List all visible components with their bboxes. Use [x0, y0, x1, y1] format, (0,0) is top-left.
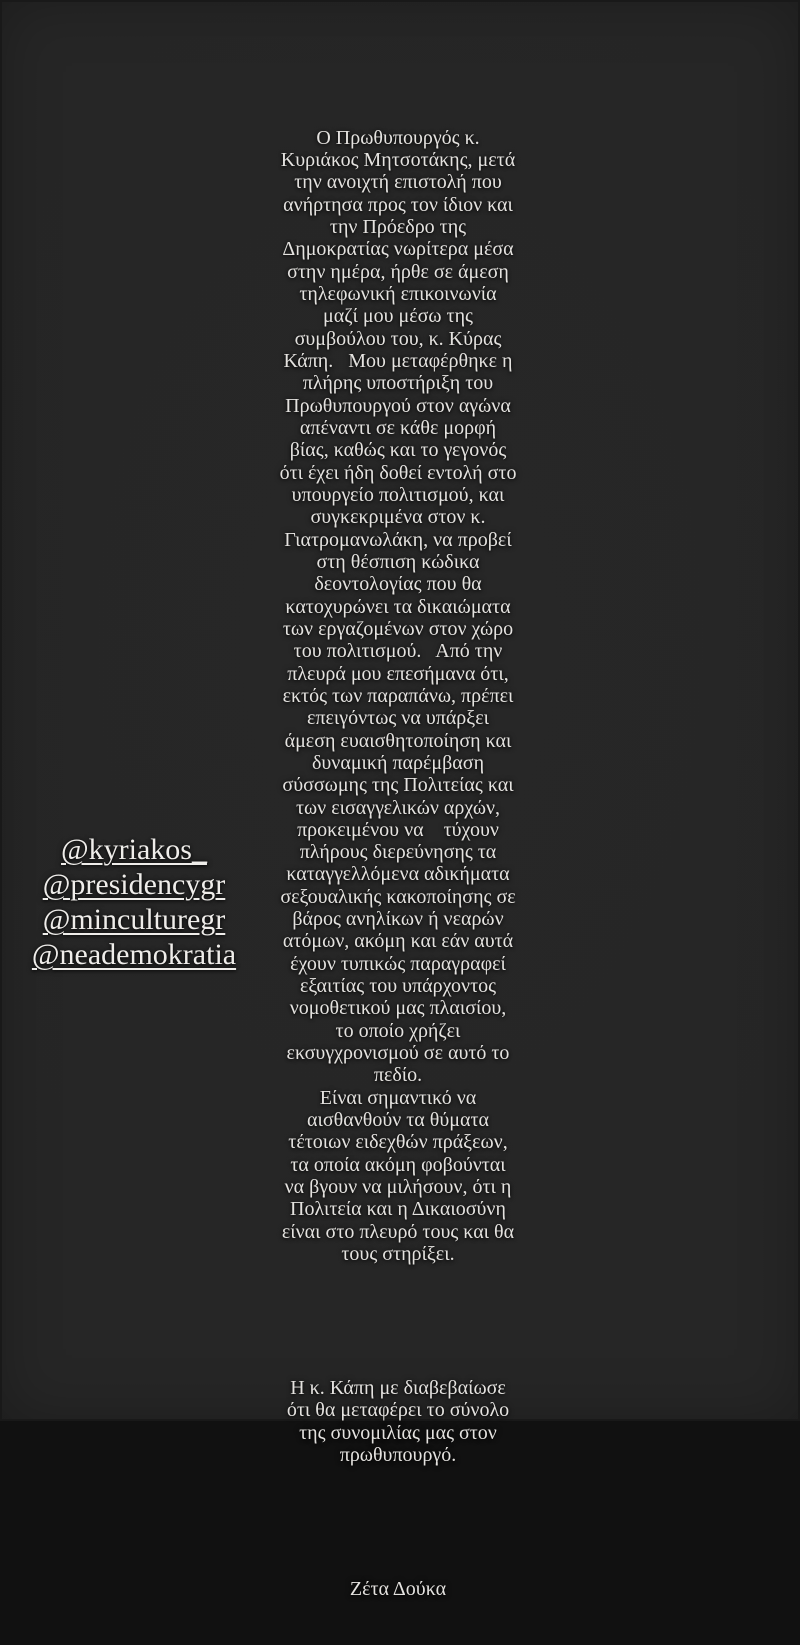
statement-block [248, 82, 548, 1645]
mention-line [14, 867, 254, 902]
statement-body-text: Ο Πρωθυπουργός κ. Κυριάκος Μητσοτάκης, μετά την ανοιχτή επιστολή που ανήρτησα προς τον ίδιον και την Πρόεδρο της Δημοκρατίας νωρίτερα μέσα στην ημέρα, ήρθε σε άμεση τηλεφωνική επικοινωνία μαζί μου μέσω της συμβούλου του, κ. Κύρας Κάπη. Μου μεταφέρθηκε η πλήρης υποστήριξη του Πρωθυπουργού στον αγώνα απέναντι σε κάθε μορφή βίας, καθώς και το γεγονός ότι έχει ήδη δοθεί εντολή στο υπουργείο πολιτισμού, και συγκεκριμένα στον κ. Γιατρομανωλάκη, να προβεί στη θέσπιση κώδικα δεοντολογίας που θα κατοχυρώνει τα δικαιώματα των εργαζομένων στον χώρο του πολιτισμού. Από την πλευρά μου επεσήμανα ότι, εκτός των παραπάνω, πρέπει επειγόντως να υπάρξει άμεση ευαισθητοποίηση και δυναμική παρέμβαση σύσσωμης της Πολιτείας και των εισαγγελικών αρχών, προκειμένου να τύχουν πλήρους διερεύνησης τα καταγγελλόμενα αδικήματα σεξουαλικής κακοποίησης σε βάρος ανηλίκων ή νεαρών ατόμων, ακόμη και εάν αυτά έχουν τυπικώς παραγραφεί εξαιτίας του υπάρχοντος νομοθετικού μας πλαισίου, το οποίο χρήζει εκσυγχρονισμού σε αυτό το πεδίο. Είναι σημαντικό να αισθανθούν τα θύματα τέτοιων ειδεχθών πράξεων, τα οποία ακόμη φοβούνται να βγουν να μιλήσουν, ότι η Πολιτεία και η Δικαιοσύνη είναι στο πλευρό τους και θα τους στηρίξει. [279, 126, 517, 1266]
mention-tag-presidencygr[interactable]: @presidencygr [42, 868, 226, 901]
signature-text: Ζέτα Δούκα [349, 1577, 447, 1600]
paragraph-gap [248, 1511, 548, 1533]
paragraph-gap [248, 1310, 548, 1332]
mention-line [14, 902, 254, 937]
mention-tag-kyriakos[interactable]: @kyriakos_ [61, 833, 207, 866]
mention-line [14, 832, 254, 867]
mention-line [14, 937, 254, 972]
mention-tag-neademokratia[interactable]: @neademokratia [31, 938, 237, 971]
statement-closing-text: Η κ. Κάπη με διαβεβαίωσε ότι θα μεταφέρει το σύνολο της συνομιλίας μας στον πρωθυπουργό. [286, 1377, 510, 1467]
mentions-block [14, 832, 254, 972]
mention-tag-minculturegr[interactable]: @minculturegr [42, 903, 226, 936]
